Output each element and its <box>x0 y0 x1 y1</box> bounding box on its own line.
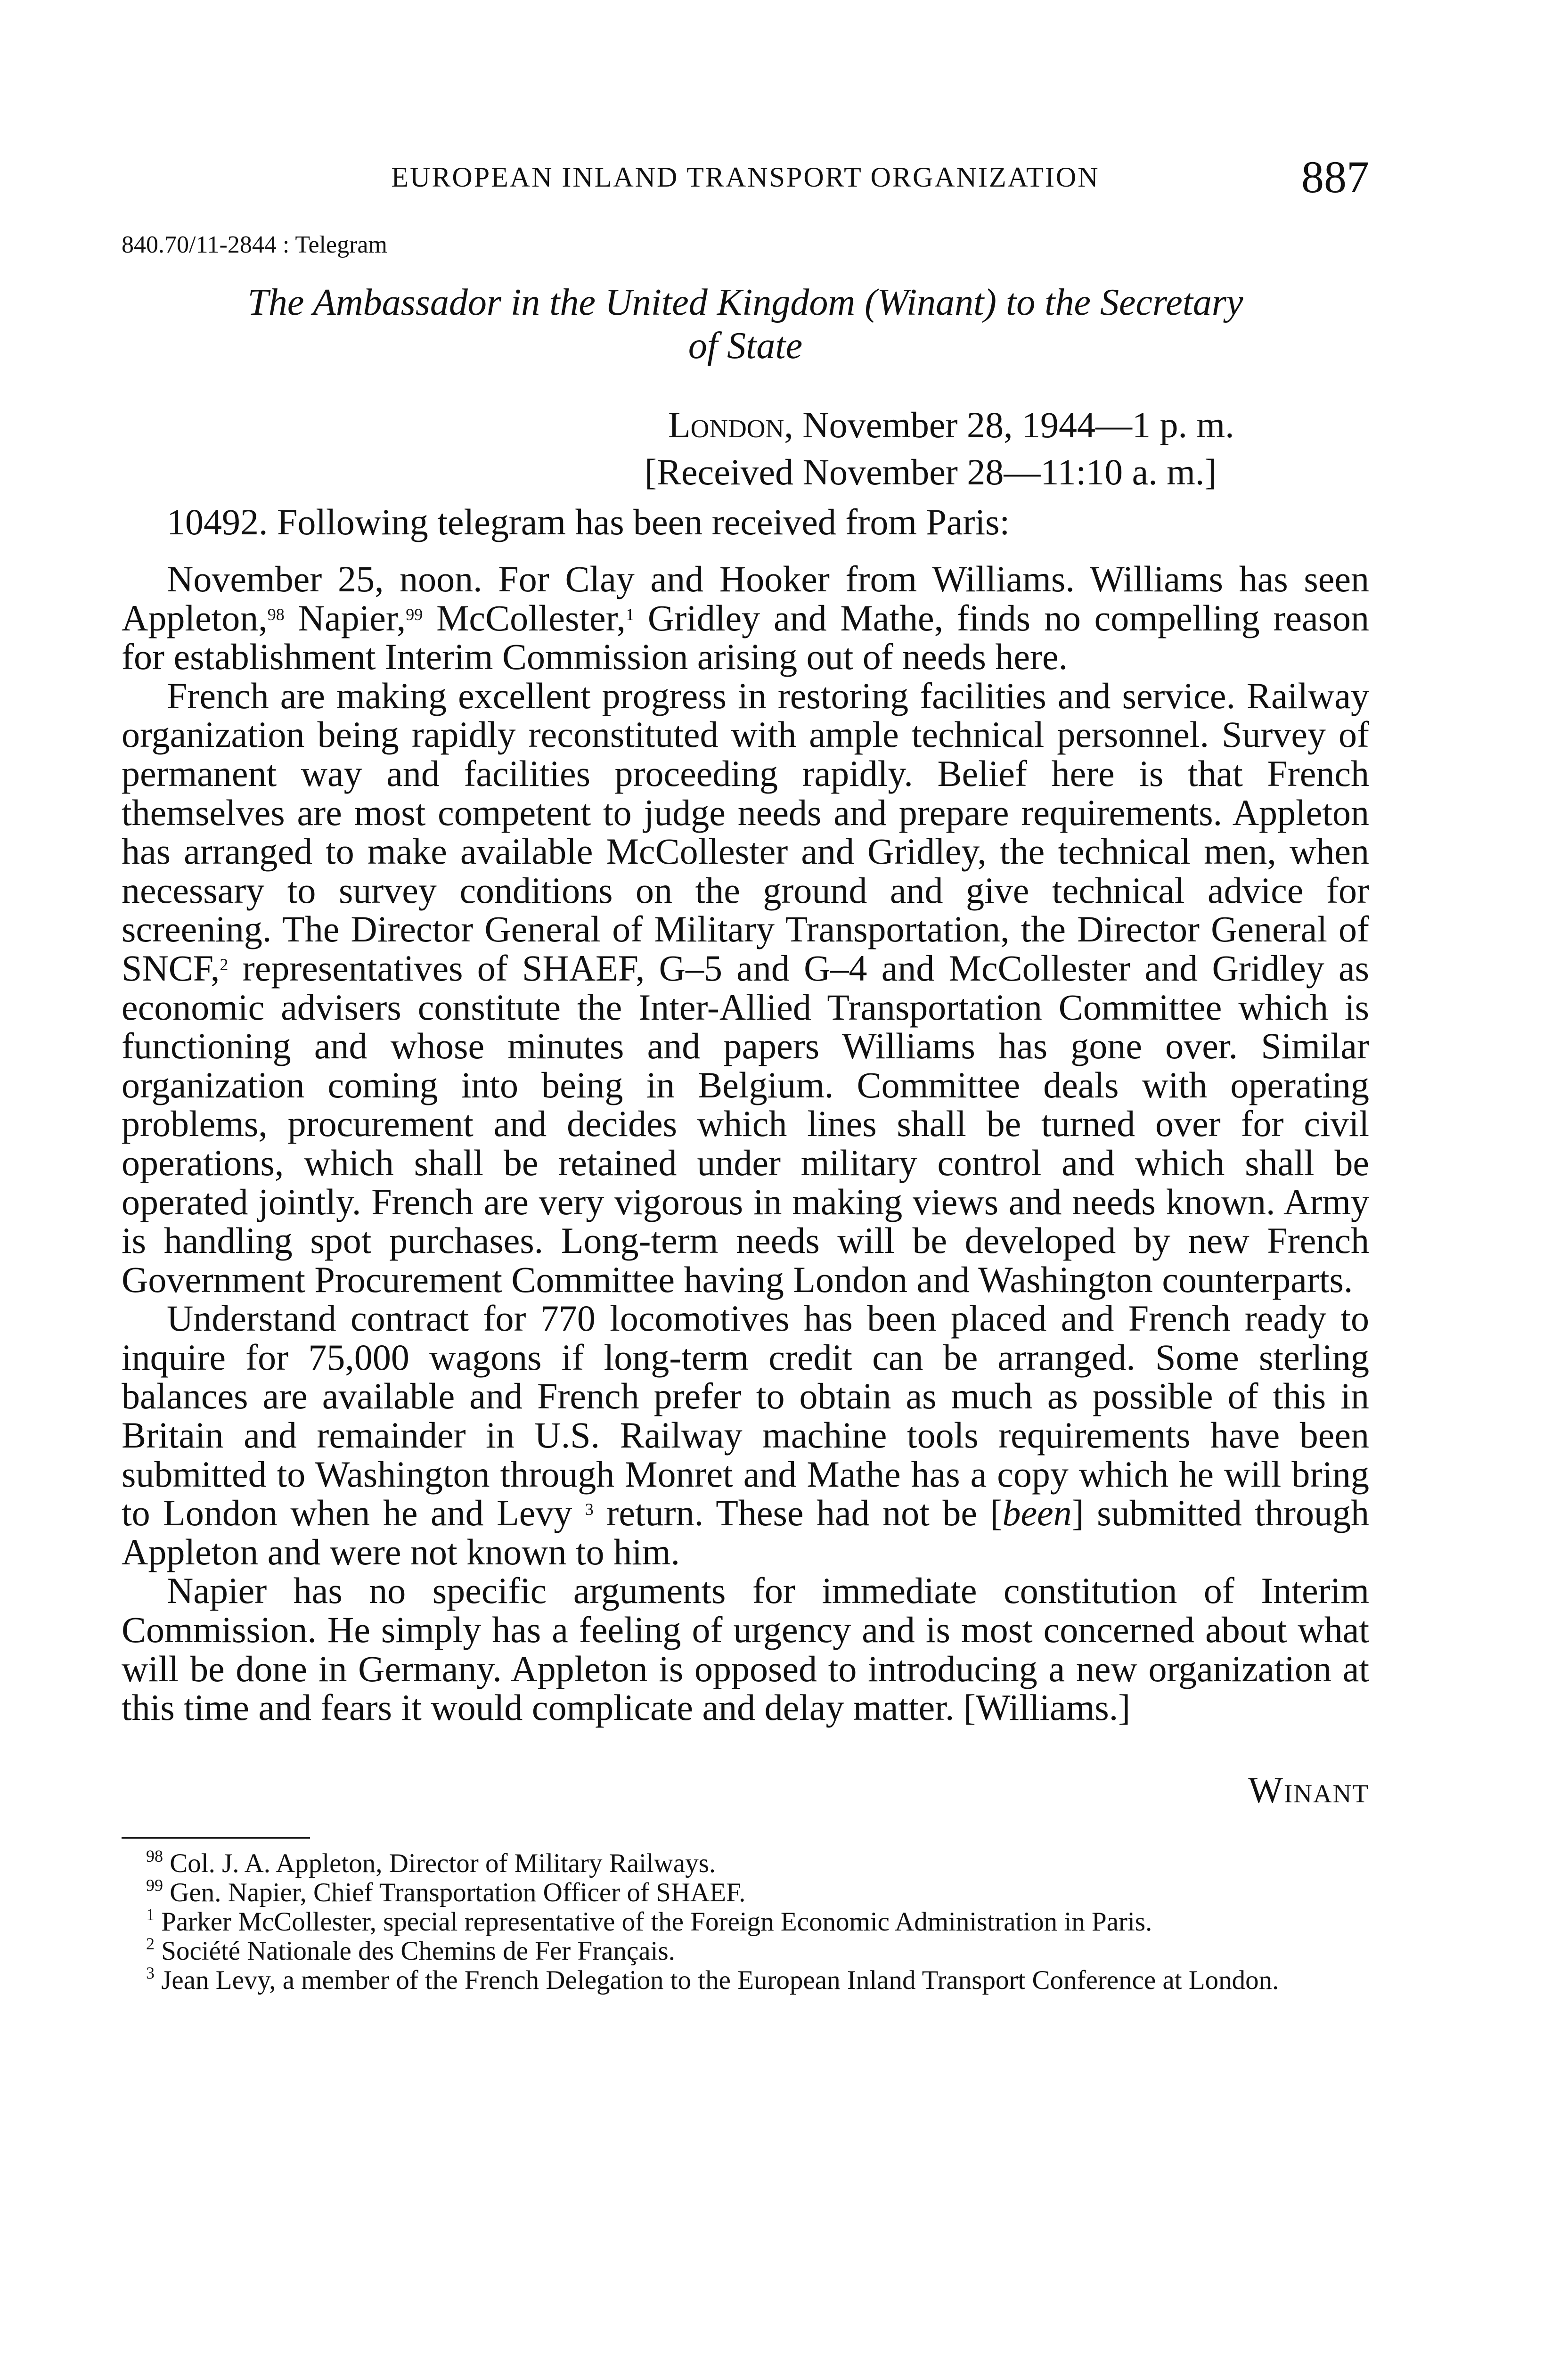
p3-text-a: Understand contract for 770 locomotives has been placed and French ready to inquire for 75,000 wagons if long-term credit can be arranged. Some sterling balances are available and French prefer to obtain as much as possible of this in Britain and remainder in U.S. Railway machine tools requirements have been submitted to Washington through Monret and Mathe has a copy which he will bring to London when he and Levy <box>122 1298 1369 1534</box>
document-title-line-2: of State <box>688 325 803 367</box>
footnote-3 <box>122 1963 1369 1995</box>
footnote-98 <box>122 1846 1369 1878</box>
footnote-2 <box>122 1934 1369 1966</box>
footnote-text: Jean Levy, a member of the French Delegation to the European Inland Transport Conference at London. <box>155 1965 1279 1995</box>
footnote-marker: 2 <box>146 1934 155 1953</box>
p1-text-b: Napier, <box>284 597 406 638</box>
p3-text-b: return. These had not be [ <box>593 1492 1003 1534</box>
document-title <box>122 281 1369 368</box>
dateline-place: London, <box>668 404 793 445</box>
footnote-ref-2: 2 <box>220 955 229 974</box>
body-paragraph-1 <box>122 560 1369 677</box>
running-title: EUROPEAN INLAND TRANSPORT ORGANIZATION <box>391 162 1100 193</box>
p1-text-a: November 25, noon. For Clay and Hooker from Williams. Williams has seen Appleton, <box>122 558 1369 638</box>
footnote-99 <box>122 1875 1369 1907</box>
p1-text-c: McCollester, <box>423 597 626 638</box>
footnote-ref-1: 1 <box>626 605 635 624</box>
received-line: [Received November 28—11:10 a. m.] <box>645 451 1217 492</box>
footnote-ref-98: 98 <box>267 605 285 624</box>
body-paragraph-3 <box>122 1299 1369 1571</box>
document-page <box>122 151 1369 1995</box>
footnote-text: Gen. Napier, Chief Transportation Officer of SHAEF. <box>163 1877 746 1907</box>
footnote-marker: 99 <box>146 1875 163 1895</box>
p3-text-c: ] submitted through Appleton and were not known to him. <box>122 1492 1369 1572</box>
footnote-text: Société Nationale des Chemins de Fer Français. <box>155 1936 675 1966</box>
footnotes <box>122 1846 1369 1995</box>
running-header <box>122 151 1369 207</box>
signature: Winant <box>1248 1769 1369 1810</box>
page-number: 887 <box>1301 152 1369 202</box>
body-paragraph-4: Napier has no specific arguments for immediate constitution of Interim Commission. He simply has a feeling of urgency and is most concerned about what will be done in Germany. Appleton is opposed to introducing a new organization at this time and fears it would complicate and delay matter. [Williams.] <box>122 1570 1369 1728</box>
footnote-marker: 3 <box>146 1963 155 1982</box>
p3-editorial-insert: been <box>1002 1492 1072 1534</box>
file-reference: 840.70/11-2844 : Telegram <box>122 231 387 258</box>
p2-text-a: French are making excellent progress in restoring facilities and service. Railway organization being rapidly reconstituted with ample technical personnel. Survey of permanent way and facilities proceeding rapidly. Belief here is that French themselves are most competent to judge needs and prepare requirements. Appleton has arranged to make available McCollester and Gridley, the technical men, when necessary to survey conditions on the ground and give technical advice for screening. The Director General of Military Transportation, the Director General of SNCF, <box>122 675 1369 989</box>
telegram-intro: 10492. Following telegram has been received from Paris: <box>167 501 1010 542</box>
dateline-date: November 28, 1944—1 p. m. <box>793 404 1234 445</box>
p1-text-d: Gridley and Mathe, finds no compelling reason for establishment Interim Commission arising out of needs here. <box>122 597 1369 678</box>
p2-text-b: representatives of SHAEF, G–5 and G–4 and McCollester and Gridley as economic advisers constitute the Inter-Allied Transportation Committee which is functioning and whose minutes and papers Williams has gone over. Similar organization coming into being in Belgium. Committee deals with operating problems, procurement and decides which lines shall be turned over for civil operations, which shall be retained under military control and which shall be operated jointly. French are very vigorous in making views and needs known. Army is handling spot purchases. Long-term needs will be developed by new French Government Procurement Committee having London and Washington counterparts. <box>122 947 1369 1300</box>
footnote-text: Parker McCollester, special representative of the Foreign Economic Administration in Paris. <box>155 1906 1152 1937</box>
body-paragraph-2 <box>122 677 1369 1300</box>
document-title-line-1: The Ambassador in the United Kingdom (Winant) to the Secretary <box>247 282 1243 323</box>
footnote-ref-99: 99 <box>406 605 423 624</box>
footnote-marker: 98 <box>146 1846 163 1865</box>
footnote-divider <box>122 1837 310 1839</box>
footnote-1 <box>122 1907 1369 1937</box>
footnote-text: Col. J. A. Appleton, Director of Military Railways. <box>163 1848 716 1878</box>
footnote-ref-3: 3 <box>585 1500 594 1519</box>
dateline <box>668 401 1369 449</box>
footnote-marker: 1 <box>146 1905 155 1924</box>
